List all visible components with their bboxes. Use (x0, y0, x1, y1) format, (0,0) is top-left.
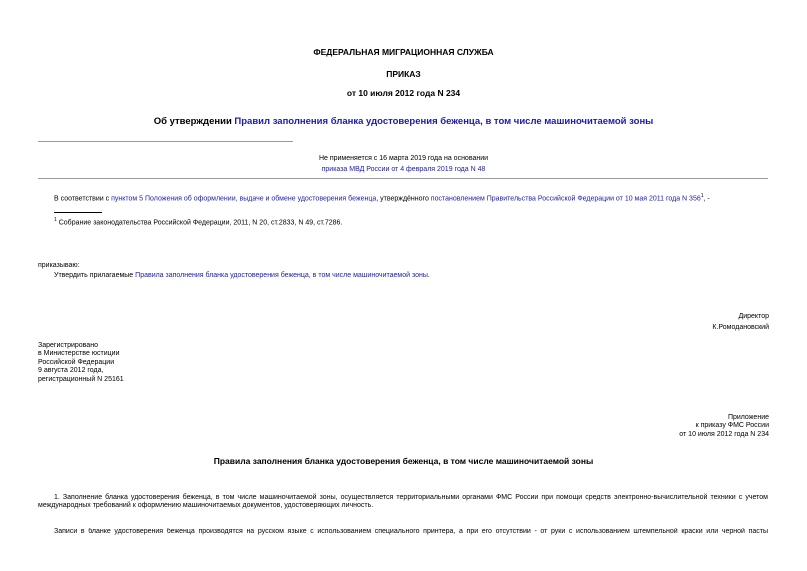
doc-type: ПРИКАЗ (386, 69, 421, 79)
registration-line: в Министерстве юстиции (38, 350, 120, 358)
divider-line (38, 141, 293, 142)
preamble-link-postanovlenie[interactable]: постановлением Правительства Российской Федерации от 10 мая 2011 года N 356 (430, 195, 701, 203)
appendix-line: от 10 июля 2012 года N 234 (679, 430, 769, 438)
registration-line: Зарегистрировано (38, 342, 98, 349)
order-text-end: . (427, 272, 430, 279)
status-note-line2 (0, 166, 807, 174)
preamble-text: , - (703, 195, 710, 203)
status-note-link[interactable]: приказа МВД России от 4 февраля 2019 года N 48 (321, 166, 486, 173)
footnote-ref[interactable]: 1 (700, 193, 704, 199)
registration-line: 9 августа 2012 года, (38, 367, 104, 375)
doc-title-link[interactable]: Правил заполнения бланка удостоверения беженца, в том числе машиночитаемой зоны (234, 116, 654, 127)
order-label: приказываю: (38, 262, 80, 269)
appendix-block (679, 414, 769, 439)
signature-position: Директор (738, 313, 769, 320)
divider-line (38, 178, 768, 179)
preamble-text: В соответствии с (54, 195, 112, 203)
preamble-text: , утверждённого (376, 195, 431, 203)
agency-name: ФЕДЕРАЛЬНАЯ МИГРАЦИОННАЯ СЛУЖБА (313, 47, 494, 57)
preamble (54, 193, 774, 204)
footnote (54, 217, 774, 228)
preamble-link-polozhenie[interactable]: пунктом 5 Положения об оформлении, выдаче и обмене удостоверения беженца (111, 195, 377, 203)
body-paragraph-2: Записи в бланке удостоверения беженца производятся на русском языке с использованием специального принтера, а при его отсутствии - от руки с использованием штемпельной краски или черной пасты (54, 528, 768, 535)
appendix-line: к приказу ФМС России (695, 422, 769, 430)
registration-line: Российской Федерации (38, 358, 115, 366)
order-text (54, 272, 774, 280)
appendix-title: Правила заполнения бланка удостоверения беженца, в том числе машиночитаемой зоны (213, 456, 594, 466)
registration-line: регистрационный N 25161 (38, 375, 124, 383)
order-text-start: Утвердить прилагаемые (54, 272, 136, 279)
appendix-line: Приложение (727, 414, 769, 421)
order-rules-link[interactable]: Правила заполнения бланка удостоверения беженца, в том числе машиночитаемой зоны (135, 272, 428, 279)
doc-title-prefix: Об утверждении (153, 116, 235, 127)
signature-name: К.Ромодановский (712, 324, 769, 331)
footnote-mark: 1 (54, 217, 57, 223)
footnote-divider (54, 212, 102, 213)
footnote-text: Собрание законодательства Российской Федерации, 2011, N 20, ст.2833, N 49, ст.7286. (58, 219, 343, 227)
status-note-line1: Не применяется с 16 марта 2019 года на основании (318, 155, 489, 162)
doc-title (0, 116, 807, 127)
registration-block (38, 342, 124, 384)
body-paragraph-1: 1. Заполнение бланка удостоверения беженца, в том числе машиночитаемой зоны, осуществляется территориальными органами ФМС России при помощи средств электронно-вычислительной техники с учетом международных требований к оформлению машиночитаемых документов, удостоверяющих личность. (38, 494, 768, 510)
doc-date-number: от 10 июля 2012 года N 234 (346, 88, 461, 98)
